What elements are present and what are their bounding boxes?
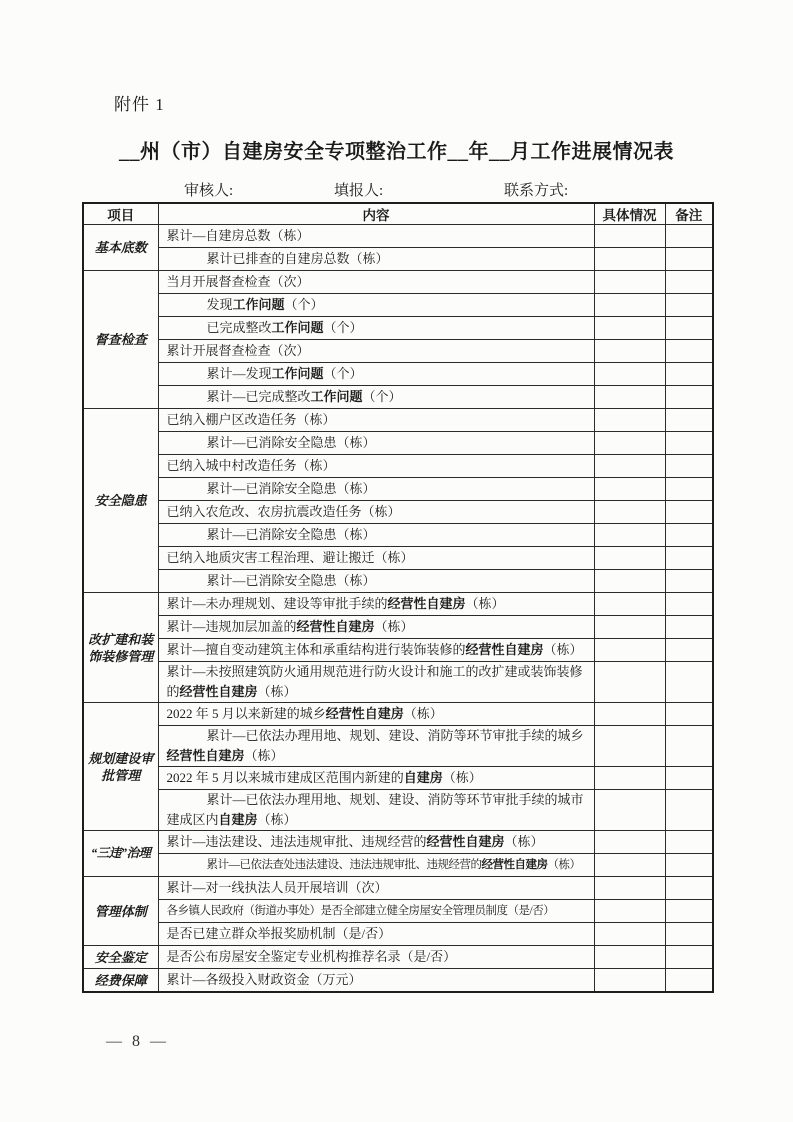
detail-cell-empty: [594, 524, 665, 547]
table-row: [83, 294, 713, 317]
content-text: 累计开展督查检查（次）: [166, 343, 310, 358]
remark-cell-empty: [665, 946, 713, 969]
remark-cell-empty: [665, 726, 713, 767]
detail-cell-empty: [594, 616, 665, 639]
content-text: 累计—已消除安全隐患（栋）: [206, 481, 376, 496]
detail-cell-empty: [594, 877, 665, 900]
content-text: （栋）: [403, 706, 443, 721]
detail-cell-empty: [594, 432, 665, 455]
content-cell: [158, 547, 594, 570]
content-cell: [158, 616, 594, 639]
remark-cell-empty: [665, 790, 713, 831]
attachment-label: 附件 1: [114, 95, 165, 114]
detail-cell-empty: [594, 923, 665, 946]
table-row: [83, 593, 713, 616]
bold-term: 自建房: [403, 770, 443, 785]
content-text: 累计—已消除安全隐患（栋）: [206, 435, 376, 450]
detail-cell-empty: [594, 478, 665, 501]
content-cell: [158, 455, 594, 478]
contact-label: 联系方式:: [504, 183, 569, 199]
remark-cell-empty: [665, 570, 713, 593]
content-text: （栋）: [257, 684, 297, 699]
remark-cell-empty: [665, 225, 713, 248]
content-text: 已纳入城中村改造任务（栋）: [166, 458, 336, 473]
remark-cell-empty: [665, 294, 713, 317]
remark-cell-empty: [665, 317, 713, 340]
remark-cell-empty: [665, 386, 713, 409]
content-text: 累计—未办理规划、建设等审批手续的: [166, 596, 388, 611]
remark-cell-empty: [665, 478, 713, 501]
remark-cell-empty: [665, 969, 713, 993]
table-row: [83, 662, 713, 703]
content-cell: [158, 478, 594, 501]
signer-line: [82, 179, 712, 200]
detail-cell-empty: [594, 317, 665, 340]
detail-cell-empty: [594, 455, 665, 478]
content-text: 累计—已依法查处违法建设、违法违规审批、违规经营的: [206, 859, 482, 871]
table-row: [83, 616, 713, 639]
content-cell: [158, 662, 594, 703]
content-text: 已纳入棚户区改造任务（栋）: [166, 412, 336, 427]
group-label: 督查检查: [83, 271, 158, 409]
detail-cell-empty: [594, 831, 665, 854]
content-cell: [158, 946, 594, 969]
content-text: （个）: [323, 320, 363, 335]
group-label: 安全隐患: [83, 409, 158, 593]
form-table-body: [83, 225, 713, 993]
detail-cell-empty: [594, 900, 665, 923]
progress-form-table: [82, 202, 714, 993]
group-label: 改扩建和装饰装修管理: [83, 593, 158, 703]
detail-cell-empty: [594, 946, 665, 969]
content-cell: [158, 703, 594, 726]
table-row: [83, 854, 713, 877]
table-row: [83, 570, 713, 593]
detail-cell-empty: [594, 248, 665, 271]
table-row: [83, 946, 713, 969]
table-row: [83, 923, 713, 946]
col-header-content: 内容: [158, 203, 594, 225]
bold-term: 经营性自建房: [179, 684, 258, 699]
detail-cell-empty: [594, 340, 665, 363]
remark-cell-empty: [665, 271, 713, 294]
content-cell: [158, 432, 594, 455]
content-cell: [158, 524, 594, 547]
content-cell: [158, 248, 594, 271]
remark-cell-empty: [665, 831, 713, 854]
table-row: [83, 386, 713, 409]
detail-cell-empty: [594, 570, 665, 593]
group-label: “三违”治理: [83, 831, 158, 877]
detail-cell-empty: [594, 854, 665, 877]
detail-cell-empty: [594, 294, 665, 317]
table-row: [83, 248, 713, 271]
content-cell: [158, 969, 594, 993]
content-cell: [158, 593, 594, 616]
bold-term: 经营性自建房: [166, 748, 245, 763]
content-text: 2022 年 5 月以来新建的城乡: [166, 706, 326, 721]
table-row: [83, 900, 713, 923]
content-text: 累计—各级投入财政资金（万元）: [166, 972, 362, 987]
remark-cell-empty: [665, 923, 713, 946]
remark-cell-empty: [665, 432, 713, 455]
remark-cell-empty: [665, 593, 713, 616]
content-cell: [158, 790, 594, 831]
detail-cell-empty: [594, 969, 665, 993]
table-row: [83, 409, 713, 432]
content-cell: [158, 225, 594, 248]
group-label: 规划建设审批管理: [83, 703, 158, 831]
content-text: （栋）: [543, 642, 583, 657]
detail-cell-empty: [594, 501, 665, 524]
remark-cell-empty: [665, 455, 713, 478]
content-text: 累计—已完成整改: [206, 389, 311, 404]
remark-cell-empty: [665, 767, 713, 790]
content-text: 累计—擅自变动建筑主体和承重结构进行装饰装修的: [166, 642, 466, 657]
content-text: 累计—已依法办理用地、规划、建设、消防等环节审批手续的城乡: [206, 728, 584, 743]
remark-cell-empty: [665, 877, 713, 900]
page-title: __州（市）自建房安全专项整治工作__年__月工作进展情况表: [119, 141, 674, 163]
bold-term: 经营性自建房: [296, 619, 375, 634]
content-text: （栋）: [257, 812, 297, 827]
content-cell: [158, 386, 594, 409]
content-text: 累计—违法建设、违法违规审批、违规经营的: [166, 834, 427, 849]
bold-term: 工作问题: [271, 320, 324, 335]
content-text: 2022 年 5 月以来城市建成区范围内新建的: [166, 770, 404, 785]
content-cell: [158, 900, 594, 923]
table-row: [83, 703, 713, 726]
content-cell: [158, 271, 594, 294]
remark-cell-empty: [665, 854, 713, 877]
content-cell: [158, 294, 594, 317]
detail-cell-empty: [594, 409, 665, 432]
bold-term: 工作问题: [310, 389, 363, 404]
bold-term: 工作问题: [271, 366, 324, 381]
remark-cell-empty: [665, 363, 713, 386]
detail-cell-empty: [594, 593, 665, 616]
content-text: 累计—对一线执法人员开展培训（次）: [166, 880, 388, 895]
detail-cell-empty: [594, 225, 665, 248]
content-text: （栋）: [442, 770, 482, 785]
filler-label: 填报人:: [334, 183, 384, 199]
table-header-row: [83, 203, 713, 225]
table-row: [83, 225, 713, 248]
page-number: — 8 —: [106, 1033, 169, 1050]
content-text: 是否公布房屋安全鉴定专业机构推荐名录（是/否）: [166, 949, 457, 964]
content-cell: [158, 831, 594, 854]
remark-cell-empty: [665, 501, 713, 524]
detail-cell-empty: [594, 726, 665, 767]
bold-term: 经营性自建房: [426, 834, 505, 849]
table-row: [83, 524, 713, 547]
detail-cell-empty: [594, 363, 665, 386]
content-text: （栋）: [504, 834, 544, 849]
table-row: [83, 831, 713, 854]
content-text: 发现: [206, 297, 233, 312]
content-text: （栋）: [465, 596, 505, 611]
group-label: 安全鉴定: [83, 946, 158, 969]
content-text: （栋）: [244, 748, 284, 763]
bold-term: 工作问题: [232, 297, 285, 312]
reviewer-label: 审核人:: [184, 183, 234, 199]
content-cell: [158, 317, 594, 340]
table-row: [83, 639, 713, 662]
table-row: [83, 547, 713, 570]
group-label: 管理体制: [83, 877, 158, 946]
content-cell: [158, 923, 594, 946]
detail-cell-empty: [594, 547, 665, 570]
content-text: （个）: [323, 366, 363, 381]
table-row: [83, 432, 713, 455]
content-cell: [158, 726, 594, 767]
table-row: [83, 726, 713, 767]
detail-cell-empty: [594, 662, 665, 703]
col-header-item: 项目: [83, 203, 158, 225]
table-row: [83, 478, 713, 501]
content-text: 累计—违规加层加盖的: [166, 619, 297, 634]
bold-term: 经营性自建房: [325, 706, 404, 721]
detail-cell-empty: [594, 639, 665, 662]
remark-cell-empty: [665, 340, 713, 363]
content-text: 累计—发现: [206, 366, 272, 381]
content-cell: [158, 639, 594, 662]
content-text: 累计—已消除安全隐患（栋）: [206, 573, 376, 588]
content-text: 已纳入农危改、农房抗震改造任务（栋）: [166, 504, 401, 519]
remark-cell-empty: [665, 639, 713, 662]
content-text: 累计—已依法办理用地、规划、建设、消防等环节审批手续的城市建成区内: [166, 792, 584, 827]
table-row: [83, 363, 713, 386]
table-row: [83, 969, 713, 993]
table-row: [83, 271, 713, 294]
content-cell: [158, 854, 594, 877]
table-row: [83, 767, 713, 790]
content-cell: [158, 501, 594, 524]
content-text: 是否已建立群众举报奖励机制（是/否）: [166, 926, 392, 941]
content-cell: [158, 767, 594, 790]
remark-cell-empty: [665, 616, 713, 639]
detail-cell-empty: [594, 703, 665, 726]
col-header-detail: 具体情况: [594, 203, 665, 225]
content-text: 已完成整改: [206, 320, 272, 335]
bold-term: 经营性自建房: [465, 642, 544, 657]
content-text: 累计已排查的自建房总数（栋）: [206, 251, 389, 266]
content-cell: [158, 877, 594, 900]
table-row: [83, 501, 713, 524]
bold-term: 经营性自建房: [387, 596, 466, 611]
group-label: 经费保障: [83, 969, 158, 993]
detail-cell-empty: [594, 386, 665, 409]
content-text: （栋）: [374, 619, 414, 634]
bold-term: 自建房: [218, 812, 258, 827]
content-text: （个）: [284, 297, 324, 312]
content-text: 累计—未按照建筑防火通用规范进行防火设计和施工的改扩建或装饰装修的: [166, 664, 583, 699]
remark-cell-empty: [665, 524, 713, 547]
group-label: 基本底数: [83, 225, 158, 271]
remark-cell-empty: [665, 409, 713, 432]
content-text: 累计—已消除安全隐患（栋）: [206, 527, 376, 542]
content-cell: [158, 409, 594, 432]
content-text: 各乡镇人民政府（街道办事处）是否全部建立健全房屋安全管理员制度（是/否）: [166, 905, 555, 917]
remark-cell-empty: [665, 703, 713, 726]
table-row: [83, 877, 713, 900]
content-cell: [158, 363, 594, 386]
content-text: 已纳入地质灾害工程治理、避让搬迁（栋）: [166, 550, 414, 565]
bold-term: 经营性自建房: [481, 859, 548, 871]
remark-cell-empty: [665, 547, 713, 570]
table-row: [83, 340, 713, 363]
col-header-remark: 备注: [665, 203, 713, 225]
detail-cell-empty: [594, 790, 665, 831]
detail-cell-empty: [594, 271, 665, 294]
content-cell: [158, 570, 594, 593]
content-cell: [158, 340, 594, 363]
table-row: [83, 790, 713, 831]
remark-cell-empty: [665, 662, 713, 703]
table-row: [83, 455, 713, 478]
content-text: （个）: [362, 389, 402, 404]
content-text: （栋）: [547, 859, 581, 871]
detail-cell-empty: [594, 767, 665, 790]
content-text: 累计—自建房总数（栋）: [166, 228, 310, 243]
content-text: 当月开展督查检查（次）: [166, 274, 310, 289]
remark-cell-empty: [665, 248, 713, 271]
remark-cell-empty: [665, 900, 713, 923]
table-row: [83, 317, 713, 340]
